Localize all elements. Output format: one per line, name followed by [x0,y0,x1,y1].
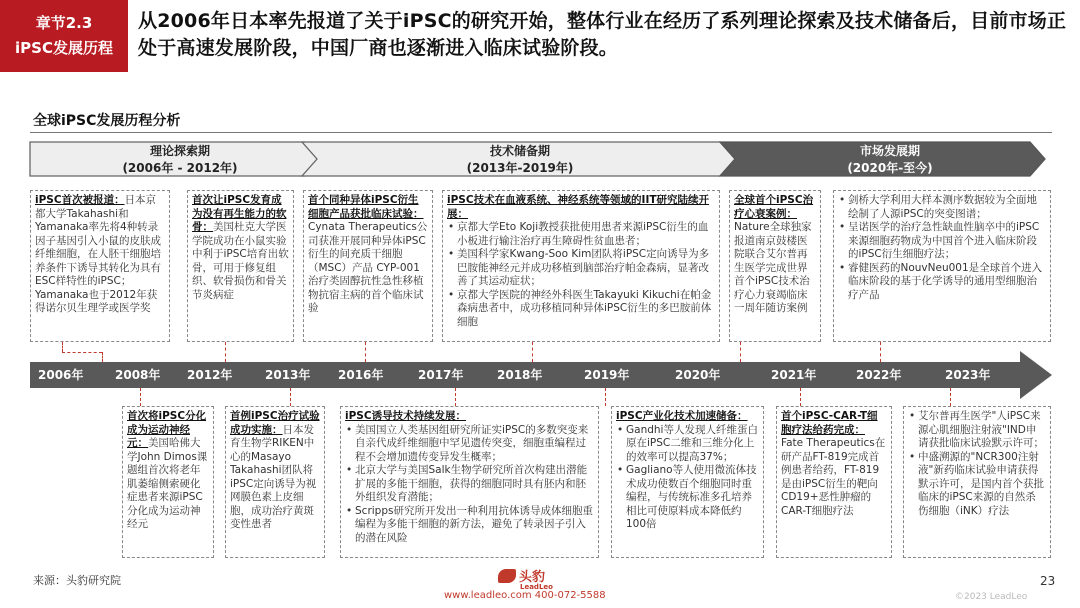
connector [365,342,366,362]
brand-name: 头豹 [519,570,546,585]
event-text: Fate Therapeutics在研产品FT-819完成首例患者给药，FT-819是由iPSC衍生的靶向CD19+恶性肿瘤的CAR-T细胞疗法 [781,437,886,517]
event-title: iPSC首次被报道： [35,194,125,206]
event-box-2017 [340,406,599,558]
event-title: 首次将iPSC分化成为运动神经元： [127,410,207,449]
event-item: • 美国科学家Kwang-Soo Kim团队将iPSC定向诱导为多巴胺能神经元并成功移植到脑部治疗帕金森病，显著改善了其运动症状； [447,248,715,289]
timeline-arrow [1020,351,1052,399]
connector [62,352,102,353]
event-item: • 剑桥大学利用大样本测序数据较为全面地绘制了人源iPSC的突变图谱； [838,194,1046,221]
event-title: iPSC诱导技术持续发展： [345,410,467,422]
event-title: 首次让iPSC发育成为没有再生能力的软骨： [192,194,287,233]
year-label: 2022年 [856,368,902,382]
connector [532,342,533,362]
event-item: • 中盛溯源的"NCR300注射液"新药临床试验申请获得默示许可，是国内首个获批临床的iPSC来源的自然杀伤细胞（iNK）疗法 [908,451,1046,519]
headline: 从2006年日本率先报道了关于iPSC的研究开始，整体行业在经历了系列理论探索及技术储备后，目前市场正处于高速发展阶段，中国厂商也逐渐进入临床试验阶段。 [138,10,1067,59]
leopard-icon [498,569,516,583]
event-text: Nature全球独家报道南京鼓楼医院联合艾尔普再生医学完成世界首个iPSC技术治疗心力衰竭临床一周年随访案例 [734,221,812,314]
event-text: Cynata Therapeutics公司获准开展同种异体iPSC衍生的间充质干细胞（MSC）产品 CYP-001治疗类固醇抗性急性移植物抗宿主病的首个临床试验 [308,221,428,314]
copyright: ©2023 LeadLeo [955,592,1028,602]
year-label: 2008年 [115,368,161,382]
brand-subname: LeadLeo [520,583,553,591]
event-text: 美国哈佛大学John Dimos课题组首次将老年肌萎缩侧索硬化症患者来源iPSC分化成为运动神经元 [127,437,208,530]
section-title: 全球iPSC发展历程分析 [33,113,181,129]
chapter-tag [0,0,128,72]
event-item: • 睿健医药的NouvNeu001是全球首个进入临床阶段的基于化学诱导的通用型细胞治疗产品 [838,262,1046,303]
year-label: 2013年 [265,368,311,382]
event-item: • 京都大学Eto Koji教授获批使用患者来源iPSC衍生的血小板进行输注治疗再生障碍性贫血患者； [447,221,715,248]
event-item: • 北京大学与美国Salk生物学研究所首次构建出潜能扩展的多能干细胞，获得的细胞同时具有胚内和胚外组织发育潜能； [345,464,594,505]
connector [62,342,63,352]
connector [225,342,226,362]
event-box-2021 [776,406,892,558]
event-box-2020 [729,190,821,342]
year-label: 2023年 [945,368,991,382]
event-item: • Gagliano等人使用微流体技术成功使数百个细胞同时重编程，与传统标准多孔培养相比可使原料成本降低约100倍 [616,464,759,532]
year-label: 2019年 [584,368,630,382]
event-text: 日本京都大学Takahashi和Yamanaka率先将4种转录因子基因引入小鼠的皮肤成纤维细胞，在人胚干细胞培养条件下诱导其转化为具有ESC样特性的iPSC；Yamanaka也于2012年获得诺尔贝生理学或医学奖 [35,194,161,314]
phase-range-2: (2013年-2019年) [466,161,574,175]
event-title: iPSC产业化技术加速储备： [616,410,748,422]
event-item: • Gandhi等人发现人纤维蛋白原在iPSC二维和三维分化上的效率可以提高37%； [616,424,759,465]
connector [102,352,103,362]
phase-name-2: 技术储备期 [489,144,550,158]
chapter-number: 章节2.3 [35,14,93,32]
year-label: 2018年 [497,368,543,382]
phase-range-1: (2006年 - 2012年) [122,161,238,175]
event-title: 全球首个iPSC治疗心衰案例： [734,194,814,220]
event-box-2022 [833,190,1051,342]
phase-name-3: 市场发展期 [859,144,920,158]
connector [140,388,141,406]
section-divider [30,132,1052,133]
connector [605,388,606,406]
phase-label-3 [805,143,975,177]
year-label: 2020年 [675,368,721,382]
chapter-name: iPSC发展历程 [15,39,113,57]
event-item: • 艾尔普再生医学"人iPSC来源心肌细胞注射液"IND申请获批临床试验默示许可； [908,410,1046,451]
event-title: 首例iPSC治疗试验成功实施： [230,410,320,436]
event-box-2008 [122,406,214,558]
event-text: 美国杜克大学医学院成功在小鼠实验中利于iPSC培育出软骨，可用于修复组织、软骨损伤和骨关节炎病症 [192,221,289,301]
phase-label-1 [100,143,260,177]
event-item: • Scripps研究所开发出一种利用抗体诱导成体细胞重编程为多能干细胞的新方法，避免了转录因子引入的潜在风险 [345,505,594,546]
connector [800,388,801,406]
event-box-2006 [30,190,170,342]
phase-range-3: (2020年-至今) [847,161,933,175]
event-item: • 京都大学医院的神经外科医生Takayuki Kikuchi在帕金森病患者中，成功移植同种异体iPSC衍生的多巴胺前体细胞 [447,289,715,330]
year-label: 2016年 [338,368,384,382]
event-title: 首个同种异体iPSC衍生细胞产品获批临床试验： [308,194,424,220]
year-label: 2017年 [418,368,464,382]
event-box-2018 [442,190,720,342]
event-item: • 美国国立人类基因组研究所证实iPSC的多数突变来自亲代成纤维细胞中罕见遗传突变，细胞重编程过程不会增加遗传变异发生概率； [345,424,594,465]
event-box-2019 [611,406,764,558]
event-text: 日本发育生物学RIKEN中心的Masayo Takahashi团队将iPSC定向诱导为视网膜色素上皮细胞，成功治疗黄斑变性患者 [230,423,317,530]
connector [950,388,951,406]
source-note: 来源：头豹研究院 [33,574,121,587]
phase-label-2 [440,143,600,177]
event-box-2012 [187,190,294,342]
year-label: 2012年 [187,368,233,382]
year-label: 2021年 [771,368,817,382]
event-box-2013 [225,406,325,558]
connector [290,388,291,406]
phase-name-1: 理论探索期 [149,144,210,158]
page-number: 23 [1040,574,1056,588]
connector [880,342,881,362]
connector [740,342,741,362]
brand-logo [498,566,553,591]
event-box-2023 [903,406,1051,558]
event-title: iPSC技术在血液系统、神经系统等领域的IIT研究陆续开展： [447,194,710,220]
event-box-2016 [303,190,433,342]
event-title: 首个iPSC-CAR-T细胞疗法给药完成： [781,410,878,436]
footer-contact: www.leadleo.com 400-072-5588 [444,590,606,601]
event-item: • 呈诺医学的治疗急性缺血性脑卒中的iPSC来源细胞药物成为中国首个进入临床阶段的iPSC衍生细胞疗法； [838,221,1046,262]
connector [455,388,456,406]
year-label: 2006年 [38,368,84,382]
